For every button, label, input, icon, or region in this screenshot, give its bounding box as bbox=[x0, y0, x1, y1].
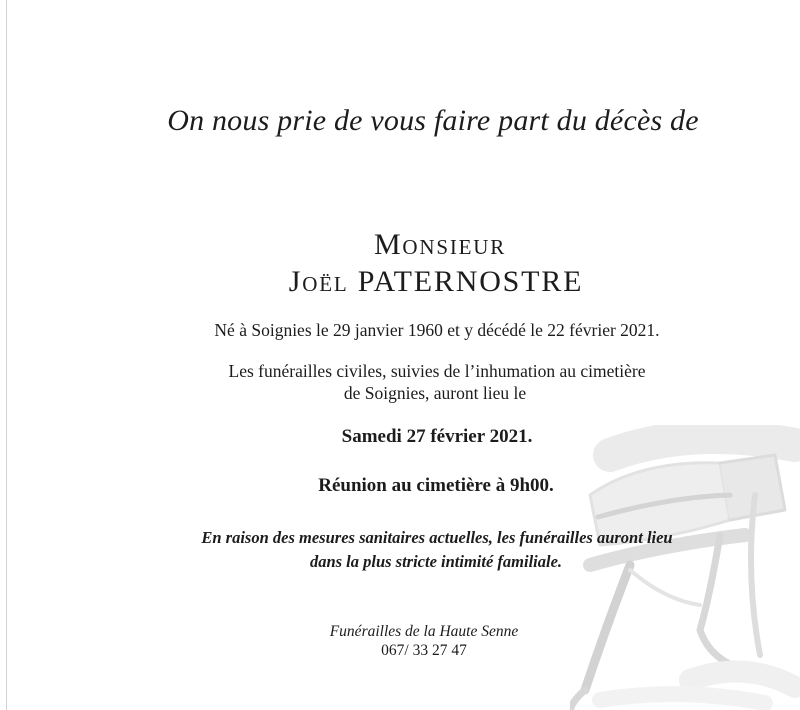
funeral-home-phone: 067/ 33 27 47 bbox=[381, 642, 467, 659]
funeral-text-line2: de Soignies, auront lieu le bbox=[343, 383, 527, 403]
meeting-info: Réunion au cimetière à 9h00. bbox=[318, 475, 554, 496]
sanitary-notice-line1: En raison des mesures sanitaires actuelles, les funérailles auront lieu bbox=[201, 528, 673, 547]
intro-text: On nous prie de vous faire part du décès de bbox=[167, 104, 699, 137]
left-edge-line bbox=[6, 0, 7, 710]
funeral-home-name: Funérailles de la Haute Senne bbox=[329, 623, 519, 640]
deceased-name: Joël PATERNOSTRE bbox=[288, 265, 584, 298]
funeral-text-line1: Les funérailles civiles, suivies de l’inhumation au cimetière bbox=[228, 361, 646, 381]
sanitary-notice-line2: dans la plus stricte intimité familiale. bbox=[309, 552, 563, 571]
deceased-title: Monsieur bbox=[373, 228, 507, 261]
birth-death-text: Né à Soignies le 29 janvier 1960 et y décédé le 22 février 2021. bbox=[214, 320, 660, 340]
funeral-date: Samedi 27 février 2021. bbox=[341, 426, 533, 447]
